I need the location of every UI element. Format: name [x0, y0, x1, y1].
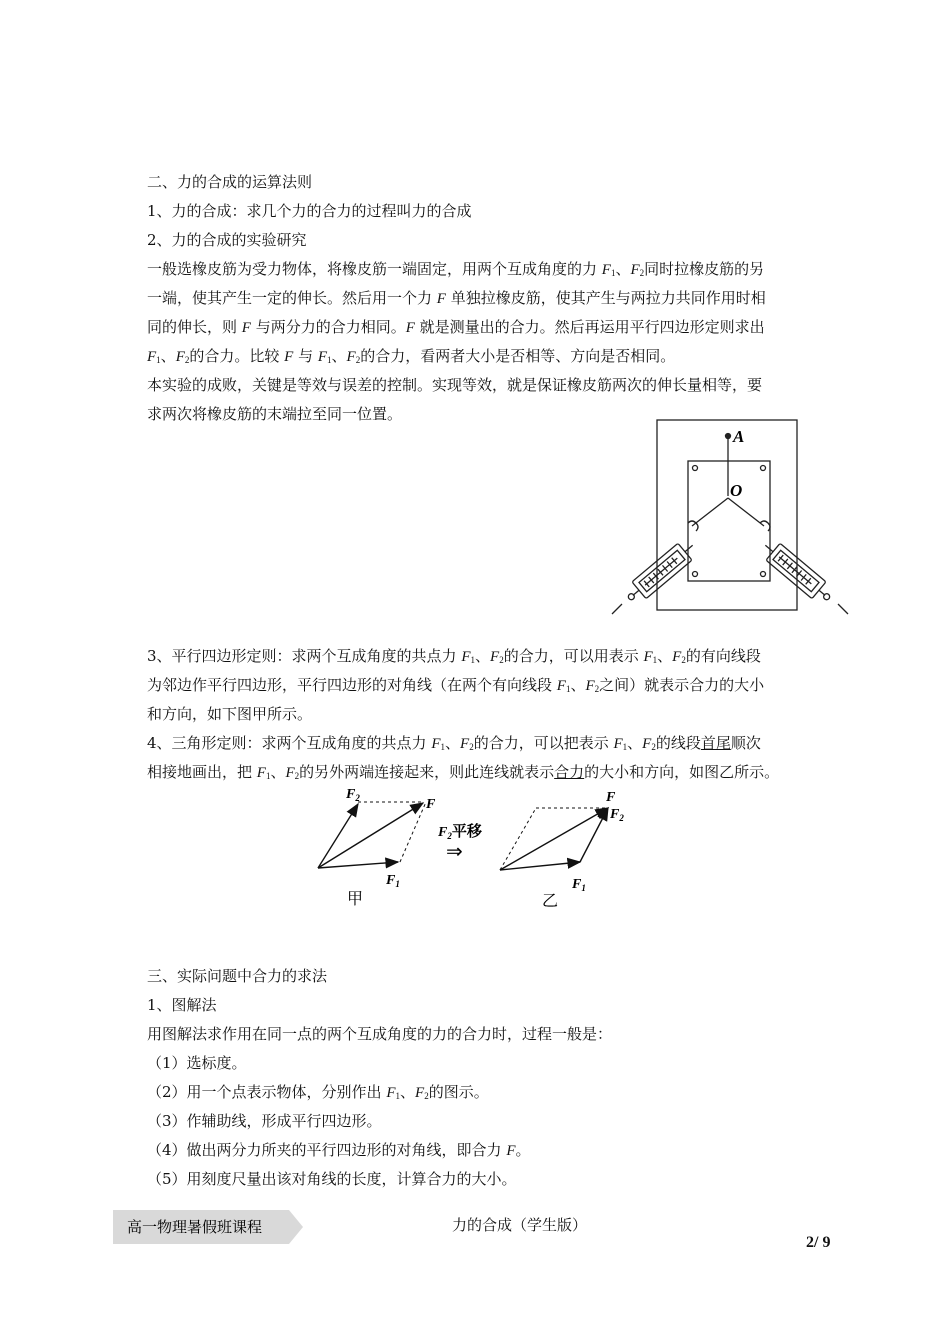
step-3: （3）作辅助线，形成平行四边形。: [147, 1112, 382, 1130]
step-5: （5）用刻度尺量出该对角线的长度，计算合力的大小。: [147, 1170, 517, 1188]
rule3-line-1: 3、平行四边形定则：求两个互成角度的共点力 $F_1$、$F_2$的合力，可以用表示 $F_1$、$F_2$的有向线段: [147, 647, 761, 665]
svg-text:F1: $F_1$: [572, 877, 586, 893]
experiment-line-2: 一端，使其产生一定的伸长。然后用一个力 F 单独拉橡皮筋，使其产生与两拉力共同作用时相: [147, 289, 766, 307]
svg-text:F2: $F_2$: [346, 788, 360, 803]
experiment-line-3: 同的伸长，则 F 与两分力的合力相同。F 就是测量出的合力。然后再运用平行四边形定则求出: [147, 318, 765, 336]
rule3-line-2: 为邻边作平行四边形，平行四边形的对角线（在两个有向线段 $F_1$、$F_2$之间）就表示合力的大小: [147, 676, 765, 694]
step-1: （1）选标度。: [147, 1054, 247, 1072]
key-point-line-2: 求两次将橡皮筋的末端拉至同一位置。: [147, 405, 403, 423]
experiment-heading: 2、力的合成的实验研究: [147, 231, 307, 249]
method-heading: 1、图解法: [147, 996, 217, 1014]
diagram-jia: [318, 788, 436, 908]
section-heading-2: 二、力的合成的运算法则: [147, 173, 313, 191]
caption-jia: 甲: [347, 891, 364, 908]
svg-text:F: F: [606, 790, 616, 805]
method-intro: 用图解法求作用在同一点的两个互成角度的力的合力时，过程一般是：: [147, 1025, 613, 1043]
svg-text:F2平移: $F_2$平移: [438, 822, 482, 841]
key-point-line-1: 本实验的成败，关键是等效与误差的控制。实现等效，就是保证橡皮筋两次的伸长量相等，要: [147, 376, 763, 394]
page-number: 2/ 9: [806, 1234, 831, 1251]
point-a-marker: [726, 434, 731, 439]
svg-text:F2: $F_2$: [610, 807, 624, 823]
svg-text:⇒: ⇒: [446, 841, 463, 863]
diagram-yi: [500, 790, 624, 910]
course-name: 高一物理暑假班课程: [127, 1218, 263, 1236]
rule4-line-2: 相接地画出，把 $F_1$、$F_2$的另外两端连接起来，则此连线就表示合力的大小和方向，如图乙所示。: [147, 763, 780, 781]
label-a: A: [733, 427, 745, 446]
strings: [692, 498, 764, 526]
force-composition-figure: [310, 788, 640, 912]
definition-paragraph: 1、力的合成：求几个力的合力的过程叫力的合成: [147, 202, 472, 220]
section-heading-3: 三、实际问题中合力的求法: [147, 967, 328, 985]
experiment-line-4: $F_1$、$F_2$的合力。比较 F 与 $F_1$、$F_2$的合力，看两者大小是否相等、方向是否相同。: [147, 347, 676, 365]
experiment-apparatus-figure: [610, 418, 850, 618]
rule3-line-3: 和方向，如下图甲所示。: [147, 705, 313, 723]
rule4-line-1: 4、三角形定则：求两个互成角度的共点力 $F_1$、$F_2$的合力，可以把表示 $F_1$、$F_2$的线段首尾顺次: [147, 734, 761, 752]
caption-yi: 乙: [542, 893, 559, 910]
experiment-line-1: 一般选橡皮筋为受力物体，将橡皮筋一端固定，用两个互成角度的力 $F_1$、$F_2$同时拉橡皮筋的另: [147, 260, 765, 278]
shift-annotation: [437, 822, 483, 863]
label-o: O: [730, 481, 743, 500]
document-title: 力的合成（学生版）: [452, 1216, 588, 1234]
svg-text:F1: $F_1$: [386, 873, 400, 889]
svg-text:F: F: [426, 797, 436, 812]
step-2: （2）用一个点表示物体，分别作出 $F_1$、$F_2$的图示。: [147, 1083, 489, 1101]
step-4: （4）做出两分力所夹的平行四边形的对角线，即合力 F。: [147, 1141, 531, 1159]
